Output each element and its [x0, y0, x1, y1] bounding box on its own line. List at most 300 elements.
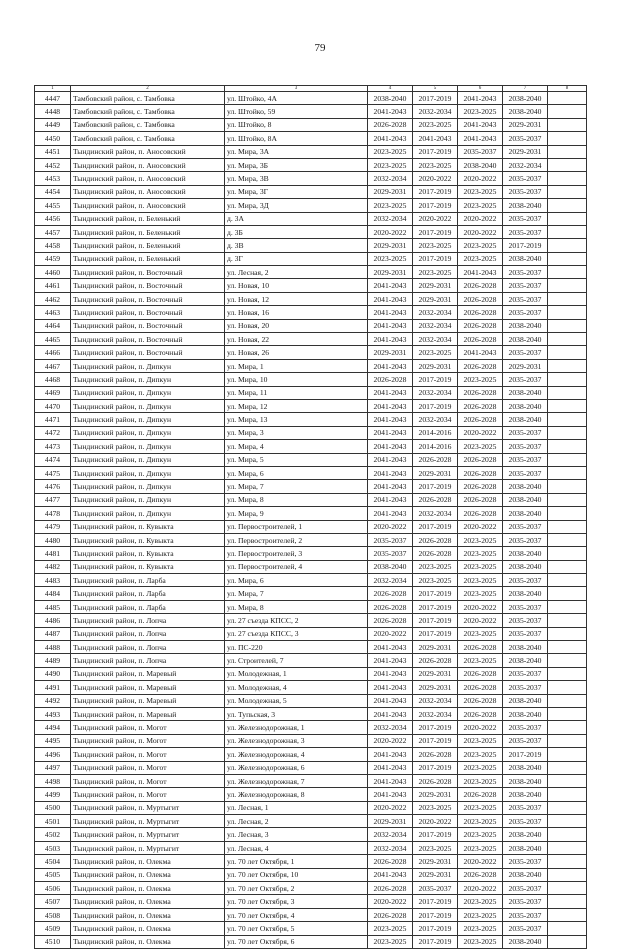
- row-number: 4471: [35, 413, 71, 426]
- period-cell-7: 2035-2037: [503, 801, 548, 814]
- period-cell-4: 2023-2025: [368, 922, 413, 935]
- row-number: 4469: [35, 386, 71, 399]
- row-number: 4460: [35, 266, 71, 279]
- row-number: 4472: [35, 426, 71, 439]
- address-cell: ул. Мира, 8: [225, 493, 368, 506]
- empty-cell-8: [548, 815, 587, 828]
- empty-cell-8: [548, 547, 587, 560]
- table-row: [35, 694, 587, 707]
- address-cell: ул. Мира, 1: [225, 359, 368, 372]
- period-cell-7: 2035-2037: [503, 266, 548, 279]
- row-number: 4478: [35, 507, 71, 520]
- locality-cell: Тамбовский район, с. Тамбовка: [71, 92, 225, 105]
- period-cell-6: 2023-2025: [458, 252, 503, 265]
- period-cell-6: 2023-2025: [458, 774, 503, 787]
- locality-cell: Тындинский район, п. Лопча: [71, 627, 225, 640]
- period-cell-7: 2035-2037: [503, 922, 548, 935]
- period-cell-5: 2020-2022: [413, 172, 458, 185]
- period-cell-5: 2023-2025: [413, 346, 458, 359]
- period-cell-7: 2038-2040: [503, 413, 548, 426]
- period-cell-4: 2041-2043: [368, 748, 413, 761]
- period-cell-4: 2041-2043: [368, 426, 413, 439]
- table-row: [35, 172, 587, 185]
- row-number: 4453: [35, 172, 71, 185]
- locality-cell: Тындинский район, п. Аносовский: [71, 185, 225, 198]
- row-number: 4500: [35, 801, 71, 814]
- locality-cell: Тындинский район, п. Могот: [71, 788, 225, 801]
- locality-cell: Тындинский район, п. Дипкун: [71, 399, 225, 412]
- period-cell-6: 2023-2025: [458, 734, 503, 747]
- table-row: [35, 627, 587, 640]
- table-body: [35, 92, 587, 949]
- period-cell-5: 2023-2025: [413, 118, 458, 131]
- locality-cell: Тындинский район, п. Олекма: [71, 868, 225, 881]
- period-cell-5: 2032-2034: [413, 386, 458, 399]
- period-cell-6: 2023-2025: [458, 574, 503, 587]
- empty-cell-8: [548, 333, 587, 346]
- locality-cell: Тындинский район, п. Олекма: [71, 882, 225, 895]
- address-cell: д. 3В: [225, 239, 368, 252]
- table-row: [35, 466, 587, 479]
- table-row: [35, 306, 587, 319]
- period-cell-5: 2017-2019: [413, 614, 458, 627]
- empty-cell-8: [548, 105, 587, 118]
- locality-cell: Тындинский район, п. Могот: [71, 774, 225, 787]
- empty-cell-8: [548, 480, 587, 493]
- period-cell-7: 2035-2037: [503, 721, 548, 734]
- period-cell-7: 2035-2037: [503, 453, 548, 466]
- period-cell-5: 2032-2034: [413, 333, 458, 346]
- period-cell-6: 2026-2028: [458, 667, 503, 680]
- row-number: 4473: [35, 440, 71, 453]
- period-cell-5: 2014-2016: [413, 426, 458, 439]
- empty-cell-8: [548, 359, 587, 372]
- row-number: 4501: [35, 815, 71, 828]
- row-number: 4449: [35, 118, 71, 131]
- row-number: 4506: [35, 882, 71, 895]
- address-cell: ул. Мира, 3: [225, 426, 368, 439]
- period-cell-6: 2026-2028: [458, 466, 503, 479]
- table-row: [35, 533, 587, 546]
- column-number: 6: [458, 86, 503, 92]
- period-cell-5: 2026-2028: [413, 533, 458, 546]
- locality-cell: Тындинский район, п. Кувыкта: [71, 520, 225, 533]
- row-number: 4495: [35, 734, 71, 747]
- period-cell-5: 2026-2028: [413, 748, 458, 761]
- period-cell-5: 2026-2028: [413, 547, 458, 560]
- empty-cell-8: [548, 346, 587, 359]
- address-cell: ул. 27 съезда КПСС, 3: [225, 627, 368, 640]
- period-cell-4: 2041-2043: [368, 641, 413, 654]
- row-number: 4454: [35, 185, 71, 198]
- period-cell-6: 2026-2028: [458, 641, 503, 654]
- period-cell-6: 2023-2025: [458, 199, 503, 212]
- period-cell-6: 2038-2040: [458, 158, 503, 171]
- empty-cell-8: [548, 212, 587, 225]
- period-cell-5: 2017-2019: [413, 225, 458, 238]
- empty-cell-8: [548, 667, 587, 680]
- period-cell-7: 2038-2040: [503, 333, 548, 346]
- address-cell: д. 3А: [225, 212, 368, 225]
- period-cell-6: 2026-2028: [458, 480, 503, 493]
- period-cell-5: 2029-2031: [413, 667, 458, 680]
- period-cell-4: 2020-2022: [368, 627, 413, 640]
- period-cell-7: 2038-2040: [503, 399, 548, 412]
- period-cell-5: 2029-2031: [413, 641, 458, 654]
- locality-cell: Тамбовский район, с. Тамбовка: [71, 105, 225, 118]
- period-cell-4: 2032-2034: [368, 828, 413, 841]
- empty-cell-8: [548, 493, 587, 506]
- locality-cell: Тындинский район, п. Дипкун: [71, 453, 225, 466]
- table-row: [35, 199, 587, 212]
- period-cell-6: 2026-2028: [458, 292, 503, 305]
- period-cell-4: 2041-2043: [368, 667, 413, 680]
- row-number: 4448: [35, 105, 71, 118]
- period-cell-5: 2023-2025: [413, 560, 458, 573]
- period-cell-4: 2041-2043: [368, 319, 413, 332]
- address-cell: ул. Новая, 20: [225, 319, 368, 332]
- period-cell-4: 2041-2043: [368, 466, 413, 479]
- period-cell-7: 2035-2037: [503, 185, 548, 198]
- address-cell: ул. Мира, 11: [225, 386, 368, 399]
- period-cell-4: 2041-2043: [368, 507, 413, 520]
- period-cell-7: 2038-2040: [503, 493, 548, 506]
- period-cell-6: 2023-2025: [458, 587, 503, 600]
- period-cell-6: 2023-2025: [458, 547, 503, 560]
- empty-cell-8: [548, 399, 587, 412]
- empty-cell-8: [548, 292, 587, 305]
- locality-cell: Тындинский район, п. Беленький: [71, 225, 225, 238]
- period-cell-7: 2035-2037: [503, 734, 548, 747]
- address-cell: ул. Мира, 6: [225, 466, 368, 479]
- locality-cell: Тындинский район, п. Дипкун: [71, 493, 225, 506]
- table-row: [35, 292, 587, 305]
- locality-cell: Тындинский район, п. Дипкун: [71, 480, 225, 493]
- address-cell: ул. 70 лет Октября, 5: [225, 922, 368, 935]
- period-cell-6: 2026-2028: [458, 868, 503, 881]
- table-row: [35, 426, 587, 439]
- period-cell-6: 2020-2022: [458, 225, 503, 238]
- table-row: [35, 266, 587, 279]
- empty-cell-8: [548, 841, 587, 854]
- locality-cell: Тындинский район, п. Аносовский: [71, 158, 225, 171]
- period-cell-7: 2035-2037: [503, 574, 548, 587]
- period-cell-6: 2020-2022: [458, 212, 503, 225]
- table-row: [35, 667, 587, 680]
- period-cell-6: 2023-2025: [458, 815, 503, 828]
- period-cell-6: 2026-2028: [458, 507, 503, 520]
- empty-cell-8: [548, 734, 587, 747]
- row-number: 4480: [35, 533, 71, 546]
- empty-cell-8: [548, 413, 587, 426]
- period-cell-6: 2026-2028: [458, 788, 503, 801]
- locality-cell: Тындинский район, п. Дипкун: [71, 507, 225, 520]
- address-cell: ул. Лесная, 1: [225, 801, 368, 814]
- address-cell: ул. Молодежная, 4: [225, 681, 368, 694]
- empty-cell-8: [548, 239, 587, 252]
- address-cell: ул. Мира, 3Г: [225, 185, 368, 198]
- period-cell-4: 2041-2043: [368, 359, 413, 372]
- empty-cell-8: [548, 721, 587, 734]
- period-cell-4: 2035-2037: [368, 533, 413, 546]
- table-row: [35, 922, 587, 935]
- period-cell-4: 2020-2022: [368, 225, 413, 238]
- table-row: [35, 225, 587, 238]
- period-cell-6: 2020-2022: [458, 721, 503, 734]
- period-cell-5: 2029-2031: [413, 279, 458, 292]
- address-cell: ул. Первостроителей, 4: [225, 560, 368, 573]
- table-row: [35, 105, 587, 118]
- address-cell: ул. Железнодорожная, 6: [225, 761, 368, 774]
- period-cell-4: 2041-2043: [368, 480, 413, 493]
- period-cell-7: 2035-2037: [503, 908, 548, 921]
- period-cell-4: 2041-2043: [368, 788, 413, 801]
- address-cell: ул. 70 лет Октября, 10: [225, 868, 368, 881]
- period-cell-6: 2041-2043: [458, 118, 503, 131]
- empty-cell-8: [548, 426, 587, 439]
- period-cell-5: 2017-2019: [413, 734, 458, 747]
- locality-cell: Тындинский район, п. Аносовский: [71, 145, 225, 158]
- period-cell-6: 2026-2028: [458, 493, 503, 506]
- period-cell-7: 2038-2040: [503, 105, 548, 118]
- period-cell-4: 2041-2043: [368, 279, 413, 292]
- period-cell-4: 2023-2025: [368, 935, 413, 948]
- address-cell: ул. Железнодорожная, 4: [225, 748, 368, 761]
- period-cell-6: 2026-2028: [458, 359, 503, 372]
- locality-cell: Тындинский район, п. Восточный: [71, 279, 225, 292]
- period-cell-5: 2029-2031: [413, 359, 458, 372]
- address-cell: ул. 70 лет Октября, 6: [225, 935, 368, 948]
- period-cell-7: 2035-2037: [503, 306, 548, 319]
- empty-cell-8: [548, 118, 587, 131]
- row-number: 4510: [35, 935, 71, 948]
- row-number: 4505: [35, 868, 71, 881]
- empty-cell-8: [548, 306, 587, 319]
- period-cell-6: 2020-2022: [458, 520, 503, 533]
- period-cell-5: 2014-2016: [413, 440, 458, 453]
- table-row: [35, 908, 587, 921]
- empty-cell-8: [548, 92, 587, 105]
- table-row: [35, 145, 587, 158]
- period-cell-5: 2029-2031: [413, 868, 458, 881]
- row-number: 4477: [35, 493, 71, 506]
- locality-cell: Тамбовский район, с. Тамбовка: [71, 118, 225, 131]
- period-cell-4: 2029-2031: [368, 266, 413, 279]
- empty-cell-8: [548, 801, 587, 814]
- address-cell: ул. Мира, 8: [225, 600, 368, 613]
- period-cell-6: 2023-2025: [458, 748, 503, 761]
- period-cell-4: 2020-2022: [368, 895, 413, 908]
- period-cell-7: 2038-2040: [503, 199, 548, 212]
- period-cell-7: 2017-2019: [503, 748, 548, 761]
- period-cell-7: 2035-2037: [503, 667, 548, 680]
- locality-cell: Тындинский район, п. Олекма: [71, 855, 225, 868]
- period-cell-4: 2026-2028: [368, 118, 413, 131]
- period-cell-5: 2032-2034: [413, 507, 458, 520]
- period-cell-5: 2029-2031: [413, 292, 458, 305]
- period-cell-4: 2041-2043: [368, 386, 413, 399]
- table-row: [35, 279, 587, 292]
- period-cell-4: 2032-2034: [368, 212, 413, 225]
- empty-cell-8: [548, 279, 587, 292]
- row-number: 4461: [35, 279, 71, 292]
- row-number: 4491: [35, 681, 71, 694]
- period-cell-5: 2029-2031: [413, 788, 458, 801]
- empty-cell-8: [548, 761, 587, 774]
- locality-cell: Тындинский район, п. Беленький: [71, 252, 225, 265]
- period-cell-4: 2026-2028: [368, 908, 413, 921]
- table-row: [35, 346, 587, 359]
- row-number: 4494: [35, 721, 71, 734]
- column-number: 7: [503, 86, 548, 92]
- row-number: 4459: [35, 252, 71, 265]
- table-row: [35, 707, 587, 720]
- address-cell: д. 3Г: [225, 252, 368, 265]
- empty-cell-8: [548, 440, 587, 453]
- period-cell-5: 2023-2025: [413, 158, 458, 171]
- address-cell: ул. 70 лет Октября, 1: [225, 855, 368, 868]
- locality-cell: Тындинский район, п. Восточный: [71, 306, 225, 319]
- table-row: [35, 600, 587, 613]
- period-cell-6: 2023-2025: [458, 105, 503, 118]
- address-cell: ул. Мира, 3Б: [225, 158, 368, 171]
- period-cell-7: 2017-2019: [503, 239, 548, 252]
- period-cell-4: 2020-2022: [368, 520, 413, 533]
- period-cell-7: 2038-2040: [503, 92, 548, 105]
- row-number: 4468: [35, 373, 71, 386]
- table-row: [35, 935, 587, 948]
- address-cell: ул. Строителей, 7: [225, 654, 368, 667]
- period-cell-5: 2041-2043: [413, 132, 458, 145]
- period-cell-5: 2017-2019: [413, 935, 458, 948]
- period-cell-4: 2023-2025: [368, 158, 413, 171]
- empty-cell-8: [548, 868, 587, 881]
- period-cell-6: 2035-2037: [458, 145, 503, 158]
- table-row: [35, 788, 587, 801]
- period-cell-4: 2032-2034: [368, 721, 413, 734]
- table-row: [35, 520, 587, 533]
- row-number: 4499: [35, 788, 71, 801]
- period-cell-4: 2026-2028: [368, 882, 413, 895]
- empty-cell-8: [548, 158, 587, 171]
- address-cell: ул. Штойко, 8: [225, 118, 368, 131]
- table-row: [35, 574, 587, 587]
- period-cell-7: 2038-2040: [503, 587, 548, 600]
- row-number: 4486: [35, 614, 71, 627]
- table-row: [35, 815, 587, 828]
- row-number: 4496: [35, 748, 71, 761]
- address-cell: ул. Штойко, 59: [225, 105, 368, 118]
- address-cell: ул. Первостроителей, 3: [225, 547, 368, 560]
- address-cell: д. 3Б: [225, 225, 368, 238]
- period-cell-5: 2017-2019: [413, 199, 458, 212]
- address-cell: ул. Железнодорожная, 3: [225, 734, 368, 747]
- locality-cell: Тындинский район, п. Дипкун: [71, 466, 225, 479]
- period-cell-7: 2035-2037: [503, 292, 548, 305]
- empty-cell-8: [548, 707, 587, 720]
- row-number: 4455: [35, 199, 71, 212]
- row-number: 4485: [35, 600, 71, 613]
- empty-cell-8: [548, 641, 587, 654]
- period-cell-7: 2035-2037: [503, 426, 548, 439]
- table-row: [35, 493, 587, 506]
- address-cell: ул. Железнодорожная, 8: [225, 788, 368, 801]
- period-cell-5: 2032-2034: [413, 413, 458, 426]
- table-row: [35, 386, 587, 399]
- period-cell-7: 2038-2040: [503, 841, 548, 854]
- period-cell-5: 2017-2019: [413, 627, 458, 640]
- period-cell-4: 2029-2031: [368, 239, 413, 252]
- locality-cell: Тындинский район, п. Ларба: [71, 574, 225, 587]
- empty-cell-8: [548, 520, 587, 533]
- address-cell: ул. Лесная, 2: [225, 815, 368, 828]
- period-cell-4: 2026-2028: [368, 855, 413, 868]
- period-cell-5: 2017-2019: [413, 587, 458, 600]
- empty-cell-8: [548, 225, 587, 238]
- locality-cell: Тындинский район, п. Лопча: [71, 641, 225, 654]
- locality-cell: Тындинский район, п. Восточный: [71, 346, 225, 359]
- period-cell-7: 2038-2040: [503, 774, 548, 787]
- address-cell: ул. ПС-220: [225, 641, 368, 654]
- period-cell-5: 2017-2019: [413, 480, 458, 493]
- row-number: 4467: [35, 359, 71, 372]
- period-cell-5: 2032-2034: [413, 694, 458, 707]
- period-cell-7: 2035-2037: [503, 895, 548, 908]
- address-cell: ул. Новая, 26: [225, 346, 368, 359]
- period-cell-6: 2026-2028: [458, 399, 503, 412]
- row-number: 4451: [35, 145, 71, 158]
- empty-cell-8: [548, 252, 587, 265]
- period-cell-7: 2035-2037: [503, 346, 548, 359]
- period-cell-7: 2038-2040: [503, 694, 548, 707]
- locality-cell: Тындинский район, п. Беленький: [71, 239, 225, 252]
- empty-cell-8: [548, 185, 587, 198]
- table-row: [35, 681, 587, 694]
- period-cell-4: 2035-2037: [368, 547, 413, 560]
- row-number: 4474: [35, 453, 71, 466]
- period-cell-5: 2023-2025: [413, 801, 458, 814]
- period-cell-6: 2023-2025: [458, 801, 503, 814]
- row-number: 4497: [35, 761, 71, 774]
- locality-cell: Тындинский район, п. Муртыгит: [71, 841, 225, 854]
- address-cell: ул. Мира, 12: [225, 399, 368, 412]
- table-row: [35, 895, 587, 908]
- period-cell-7: 2035-2037: [503, 855, 548, 868]
- row-number: 4452: [35, 158, 71, 171]
- period-cell-4: 2041-2043: [368, 440, 413, 453]
- period-cell-6: 2041-2043: [458, 92, 503, 105]
- period-cell-6: 2020-2022: [458, 855, 503, 868]
- table-row: [35, 841, 587, 854]
- locality-cell: Тындинский район, п. Восточный: [71, 266, 225, 279]
- address-cell: ул. Новая, 22: [225, 333, 368, 346]
- row-number: 4462: [35, 292, 71, 305]
- empty-cell-8: [548, 600, 587, 613]
- table-row: [35, 333, 587, 346]
- period-cell-4: 2041-2043: [368, 333, 413, 346]
- empty-cell-8: [548, 373, 587, 386]
- period-cell-5: 2032-2034: [413, 707, 458, 720]
- table-row: [35, 359, 587, 372]
- locality-cell: Тындинский район, п. Муртыгит: [71, 828, 225, 841]
- table-row: [35, 828, 587, 841]
- period-cell-7: 2035-2037: [503, 279, 548, 292]
- period-cell-4: 2032-2034: [368, 172, 413, 185]
- period-cell-5: 2026-2028: [413, 774, 458, 787]
- period-cell-5: 2017-2019: [413, 185, 458, 198]
- address-cell: ул. Новая, 12: [225, 292, 368, 305]
- table-row: [35, 453, 587, 466]
